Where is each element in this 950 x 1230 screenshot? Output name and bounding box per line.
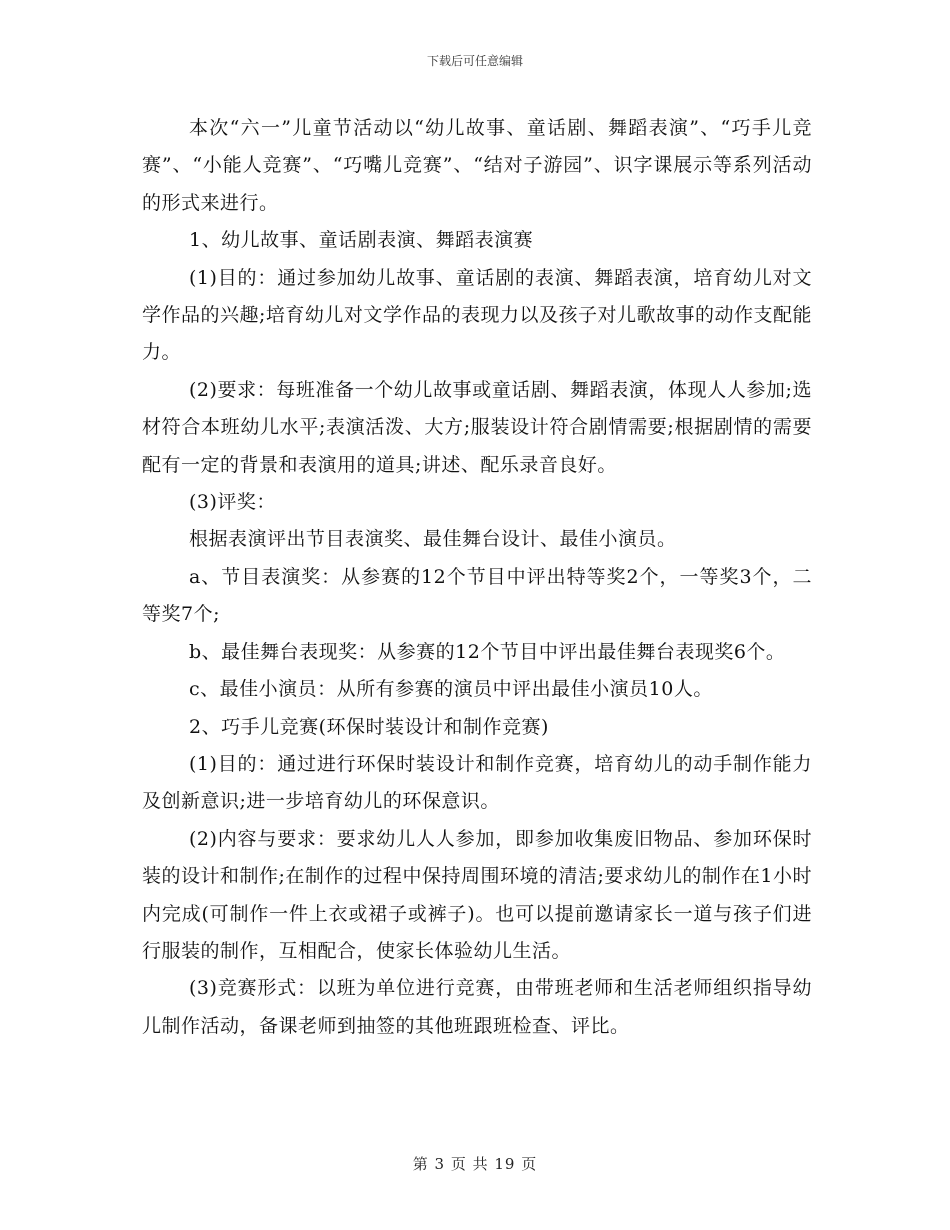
paragraph-award-program: a、节目表演奖：从参赛的12个节目中评出特等奖2个，一等奖3个，二等奖7个; [142, 565, 812, 626]
paragraph-purpose: (1)目的：通过参加幼儿故事、童话剧的表演、舞蹈表演，培育幼儿对文学作品的兴趣;培育幼儿对文学作品的表现力以及孩子对儿歌故事的动作支配能力。 [142, 266, 812, 364]
paragraph-handcraft-requirements: (2)内容与要求：要求幼儿人人参加，即参加收集废旧物品、参加环保时装的设计和制作;在制作的过程中保持周围环境的清洁;要求幼儿的制作在1小时内完成(可制作一件上衣或裙子或裤子)。也可以提前邀请家长一道与孩子们进行服装的制作，互相配合，使家长体验幼儿生活。 [142, 827, 812, 962]
paragraph-requirements: (2)要求：每班准备一个幼儿故事或童话剧、舞蹈表演，体现人人参加;选材符合本班幼儿水平;表演活泼、大方;服装设计符合剧情需要;根据剧情的需要配有一定的背景和表演用的道具;讲述、配乐录音良好。 [142, 378, 812, 476]
paragraph-award-actor: c、最佳小演员：从所有参赛的演员中评出最佳小演员10人。 [189, 678, 713, 701]
page-number-footer: 第 3 页 共 19 页 [412, 1155, 538, 1173]
paragraph-handcraft-format: (3)竞赛形式：以班为单位进行竞赛，由带班老师和生活老师组织指导幼儿制作活动，备课老师到抽签的其他班跟班检查、评比。 [142, 977, 812, 1037]
paragraph-awards-heading: (3)评奖： [189, 491, 276, 514]
section-heading-handcraft: 2、巧手儿竞赛(环保时装设计和制作竞赛) [189, 715, 549, 738]
paragraph-awards-intro: 根据表演评出节目表演奖、最佳舞台设计、最佳小演员。 [189, 528, 677, 551]
paragraph-award-stage: b、最佳舞台表现奖：从参赛的12个节目中评出最佳舞台表现奖6个。 [189, 640, 786, 663]
section-heading-story-drama-dance: 1、幼儿故事、童话剧表演、舞蹈表演赛 [189, 229, 534, 252]
page-header-note: 下载后可任意编辑 [426, 54, 523, 68]
document-body [142, 110, 812, 1045]
intro-paragraph: 本次“六一”儿童节活动以“幼儿故事、童话剧、舞蹈表演”、“巧手儿竞赛”、“小能人竞赛”、“巧嘴儿竞赛”、“结对子游园”、识字课展示等系列活动的形式来进行。 [142, 117, 812, 214]
paragraph-handcraft-purpose: (1)目的：通过进行环保时装设计和制作竞赛，培育幼儿的动手制作能力及创新意识;进一步培育幼儿的环保意识。 [142, 752, 812, 813]
